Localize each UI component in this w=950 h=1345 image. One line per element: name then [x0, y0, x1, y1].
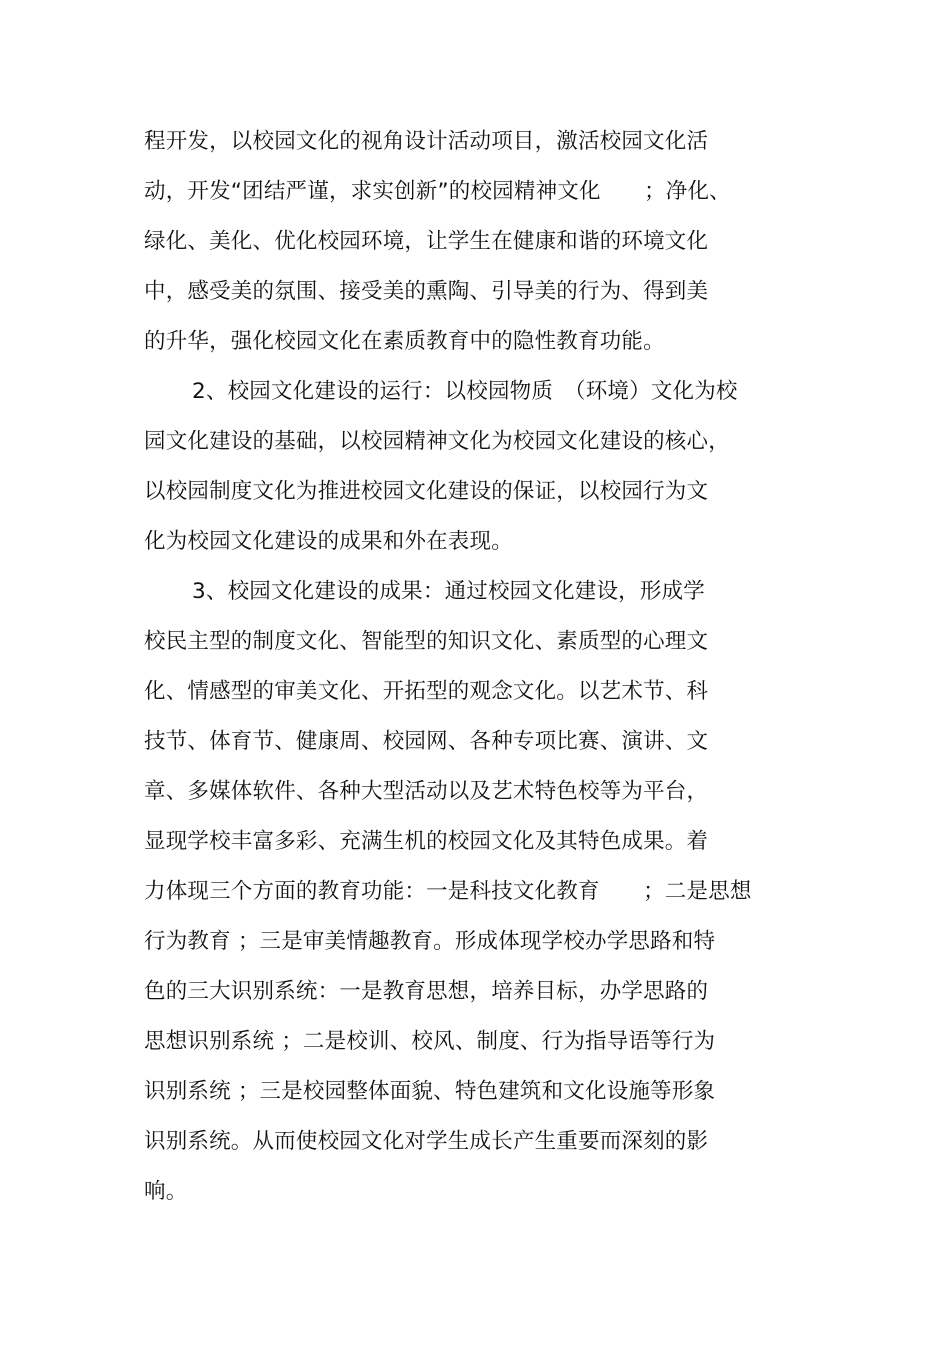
text-line: 技节、体育节、健康周、校园网、各种专项比赛、演讲、文 — [144, 729, 709, 754]
text-line: 显现学校丰富多彩、充满生机的校园文化及其特色成果。着 — [144, 829, 709, 854]
text-line: 绿化、美化、优化校园环境，让学生在健康和谐的环境文化 — [144, 229, 709, 254]
text-line: 力体现三个方面的教育功能：一是科技文化教育 ；二是思想 — [144, 879, 752, 904]
text-line: 行为教育 ；三是审美情趣教育。形成体现学校办学思路和特 — [144, 929, 716, 954]
text-line: 化、情感型的审美文化、开拓型的观念文化。以艺术节、科 — [144, 679, 709, 704]
text-line: 响。 — [144, 1179, 188, 1204]
text-line: 以校园制度文化为推进校园文化建设的保证，以校园行为文 — [144, 479, 709, 504]
text-line: 校民主型的制度文化、智能型的知识文化、素质型的心理文 — [144, 629, 709, 654]
text-line: 识别系统 ；三是校园整体面貌、特色建筑和文化设施等形象 — [144, 1079, 716, 1104]
text-line: 程开发，以校园文化的视角设计活动项目，激活校园文化活 — [144, 129, 709, 154]
text-line: 色的三大识别系统：一是教育思想，培养目标，办学思路的 — [144, 979, 709, 1004]
text-line: 动，开发“团结严谨，求实创新”的校园精神文化 ；净化、 — [144, 179, 731, 204]
text-line: 化为校园文化建设的成果和外在表现。 — [144, 529, 513, 554]
text-line: 章、多媒体软件、各种大型活动以及艺术特色校等为平台， — [144, 779, 709, 804]
text-line: 的升华，强化校园文化在素质教育中的隐性教育功能。 — [144, 329, 665, 354]
text-line: 中，感受美的氛围、接受美的熏陶、引导美的行为、得到美 — [144, 279, 709, 304]
text-line: 园文化建设的基础，以校园精神文化为校园文化建设的核心， — [144, 429, 730, 454]
paragraph-2-first-line: 2、校园文化建设的运行：以校园物质 （环境）文化为校 — [192, 379, 738, 404]
paragraph-3-first-line: 3、校园文化建设的成果：通过校园文化建设，形成学 — [192, 579, 705, 604]
text-line: 识别系统。从而使校园文化对学生成长产生重要而深刻的影 — [144, 1129, 709, 1154]
text-line: 思想识别系统 ；二是校训、校风、制度、行为指导语等行为 — [144, 1029, 716, 1054]
